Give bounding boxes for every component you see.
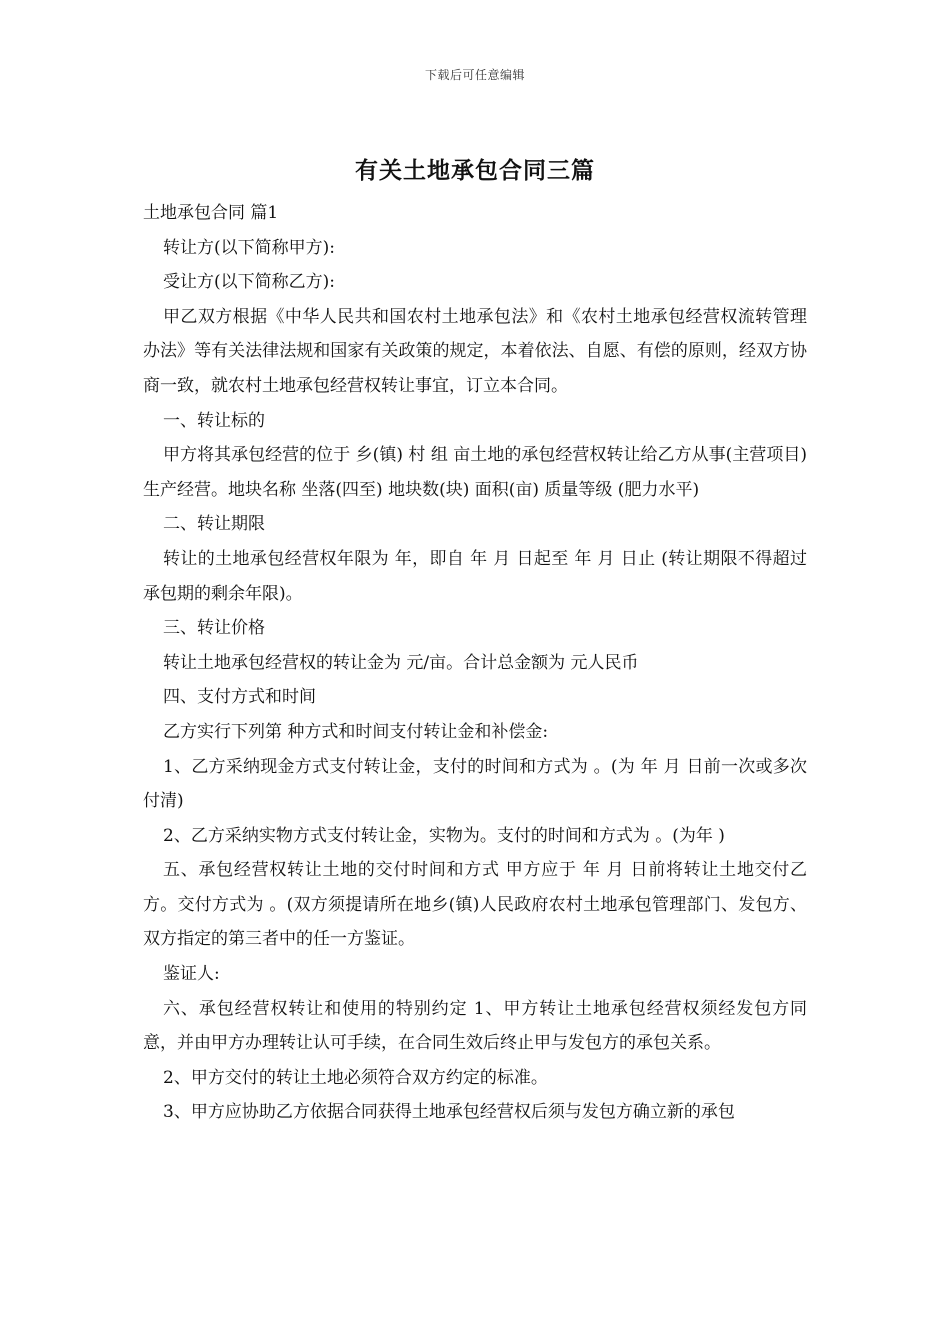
paragraph: 甲方将其承包经营的位于 乡(镇) 村 组 亩土地的承包经营权转让给乙方从事(主营项目) 生产经营。地块名称 坐落(四至) 地块数(块) 面积(亩) 质量等级 (肥力水平) [143,445,807,500]
paragraph: 受让方(以下简称乙方): [163,272,335,293]
paragraph: 转让方(以下简称甲方): [163,237,335,258]
paragraph: 土地承包合同 篇1 [143,203,279,223]
paragraph: 2、乙方采纳实物方式支付转让金，实物为。支付的时间和方式为 。(为年 ) [163,825,725,846]
paragraph: 五、承包经营权转让土地的交付时间和方式 甲方应于 年 月 日前将转让土地交付乙方。交付方式为 。(双方须提请所在地乡(镇)人民政府农村土地承包管理部门、发包方、双方指定的第三者中的任一方鉴证。 [143,860,807,950]
paragraph: 转让的土地承包经营权年限为 年，即自 年 月 日起至 年 月 日止 (转让期限不得超过承包期的剩余年限)。 [143,548,807,604]
paragraph: 甲乙双方根据《中华人民共和国农村土地承包法》和《农村土地承包经营权流转管理办法》等有关法律法规和国家有关政策的规定，本着依法、自愿、有偿的原则，经双方协商一致，就农村土地承包经营权转让事宜，订立本合同。 [143,306,807,396]
paragraph: 四、支付方式和时间 [163,687,316,708]
paragraph: 三、转让价格 [163,618,265,639]
paragraph: 一、转让标的 [163,410,265,431]
paragraph: 六、承包经营权转让和使用的特别约定 1、甲方转让土地承包经营权须经发包方同意，并由甲方办理转让认可手续，在合同生效后终止甲与发包方的承包关系。 [143,998,807,1054]
paragraph: 乙方实行下列第 种方式和时间支付转让金和补偿金: [163,721,549,742]
header-note: 下载后可任意编辑 [424,68,525,82]
paragraph: 2、甲方交付的转让土地必须符合双方约定的标准。 [163,1067,548,1088]
paragraph: 1、乙方采纳现金方式支付转让金，支付的时间和方式为 。(为 年 月 日前一次或多次付清) [143,756,807,812]
document-title: 有关土地承包合同三篇 [355,157,595,184]
paragraph: 3、甲方应协助乙方依据合同获得土地承包经营权后须与发包方确立新的承包 [163,1102,735,1123]
paragraph: 转让土地承包经营权的转让金为 元/亩。合计总金额为 元人民币 [163,652,639,673]
paragraph: 鉴证人: [163,964,220,985]
document-body [143,196,807,1130]
paragraph: 二、转让期限 [163,514,265,535]
